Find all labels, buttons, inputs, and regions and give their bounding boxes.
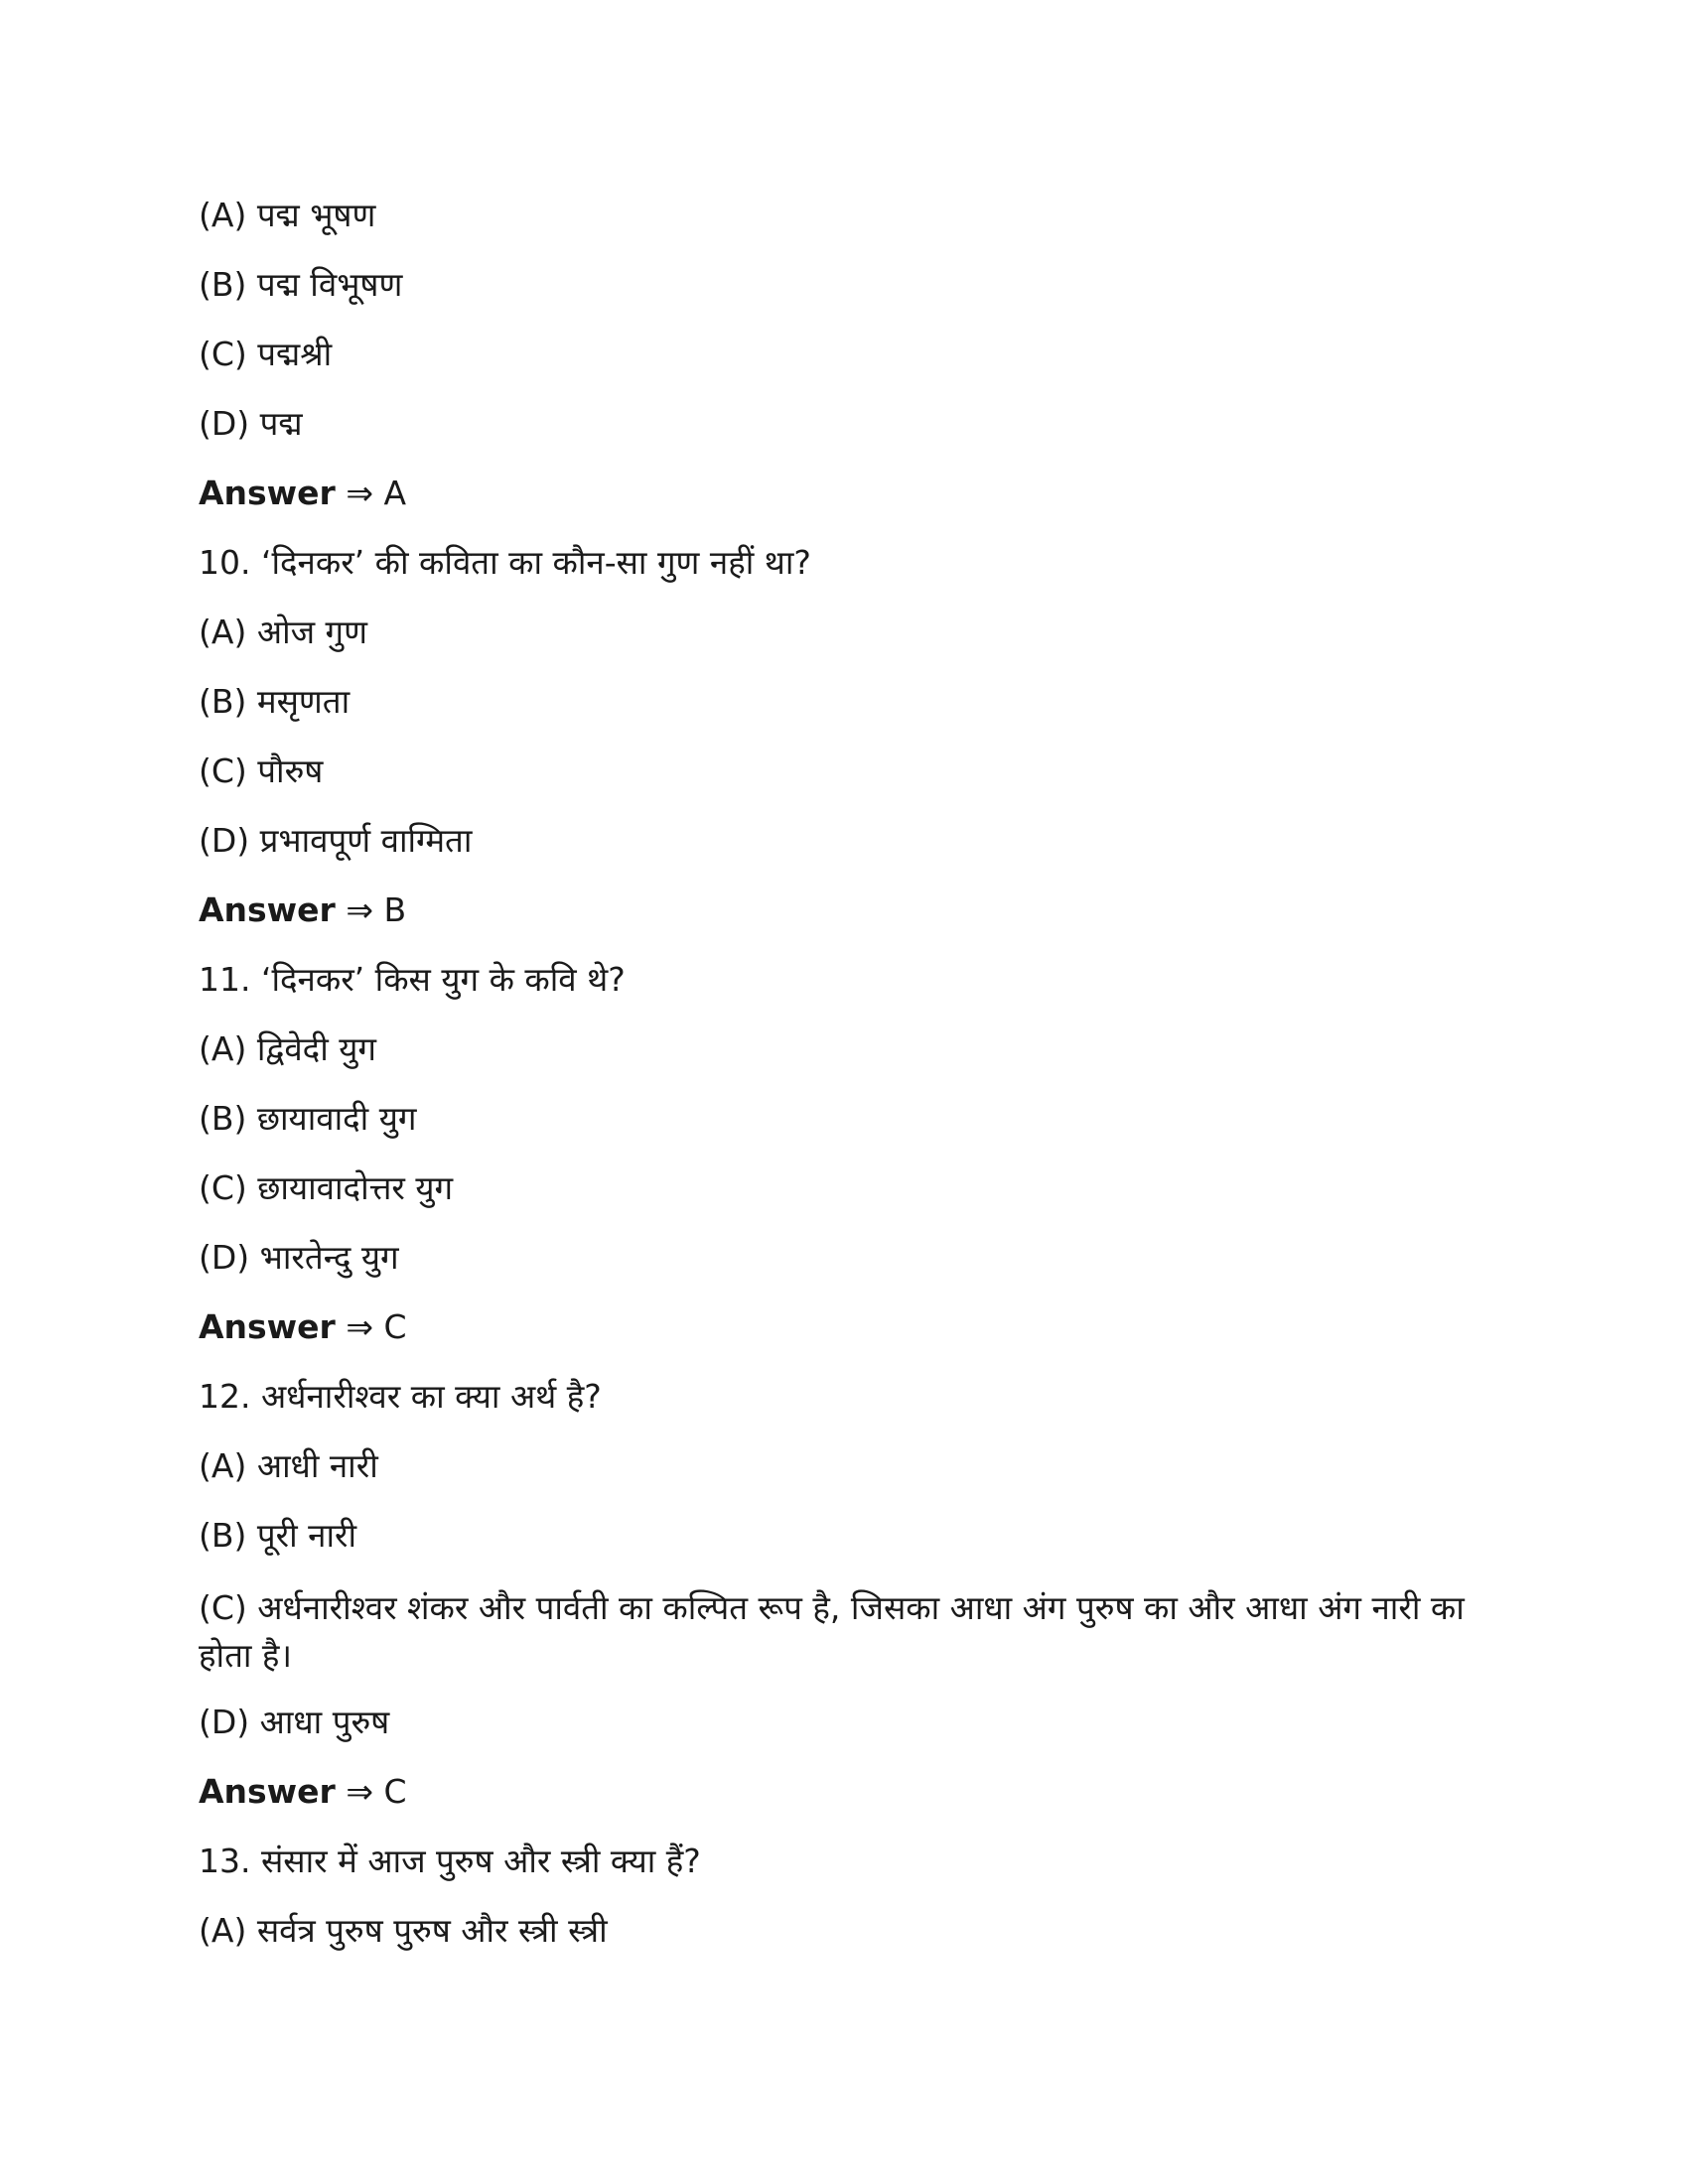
option-item: (D) आधा पुरुष: [199, 1703, 390, 1741]
question-text: 13. संसार में आज पुरुष और स्त्री क्या हैं?: [199, 1842, 701, 1880]
option-item: (C) पद्मश्री: [199, 335, 333, 373]
answer-value: ⇒ B: [335, 890, 407, 929]
answer-value: ⇒ A: [335, 474, 407, 512]
question-text: 12. अर्धनारीश्वर का क्या अर्थ है?: [199, 1377, 602, 1416]
option-item: (A) ओज गुण: [199, 613, 367, 651]
option-item: (C) पौरुष: [199, 751, 324, 790]
answer-label: Answer: [199, 890, 336, 929]
option-item: (B) पूरी नारी: [199, 1516, 357, 1555]
option-item: (A) पद्म भूषण: [199, 196, 376, 234]
answer-label: Answer: [199, 474, 336, 512]
question-list: [199, 195, 1489, 1979]
answer-label: Answer: [199, 1772, 336, 1811]
option-item: (D) प्रभावपूर्ण वाग्मिता: [199, 821, 473, 860]
option-item: (A) आधी नारी: [199, 1446, 378, 1485]
option-item: (D) पद्म: [199, 404, 303, 443]
answer-line: [199, 473, 1489, 514]
option-item: (C) अर्धनारीश्वर शंकर और पार्वती का कल्पित रूप है, जिसका आधा अंग पुरुष का और आधा अंग नारी का होता है।: [199, 1588, 1465, 1675]
answer-label: Answer: [199, 1307, 336, 1346]
answer-value: ⇒ C: [335, 1307, 407, 1346]
option-item: (A) द्विवेदी युग: [199, 1029, 376, 1068]
question-text: 11. ‘दिनकर’ किस युग के कवि थे?: [199, 960, 626, 999]
option-item: (A) सर्वत्र पुरुष पुरुष और स्त्री स्त्री: [199, 1911, 608, 1950]
option-item: (C) छायावादोत्तर युग: [199, 1168, 454, 1207]
option-item: (D) भारतेन्दु युग: [199, 1238, 399, 1277]
question-text: 10. ‘दिनकर’ की कविता का कौन-सा गुण नहीं था?: [199, 543, 811, 582]
option-item: (B) मसृणता: [199, 682, 351, 721]
answer-line: [199, 889, 1489, 931]
answer-line: [199, 1771, 1489, 1813]
answer-line: [199, 1306, 1489, 1348]
option-item: (B) छायावादी युग: [199, 1099, 417, 1138]
option-item: (B) पद्म विभूषण: [199, 265, 403, 304]
answer-value: ⇒ C: [335, 1772, 407, 1811]
